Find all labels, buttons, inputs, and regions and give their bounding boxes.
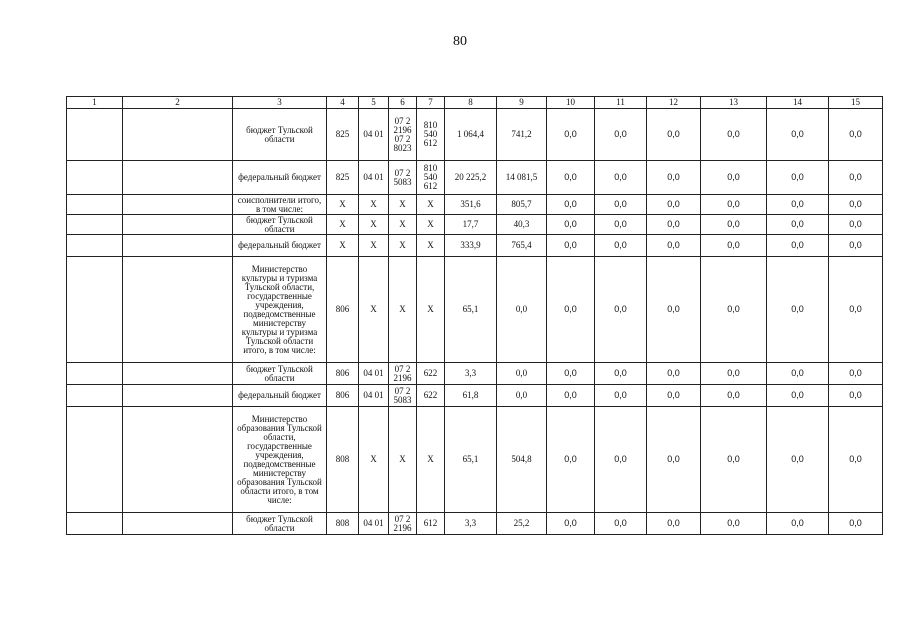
value-col-14: 0,0 (767, 109, 829, 161)
column-header-4: 4 (327, 97, 359, 109)
value-col-14: 0,0 (767, 363, 829, 385)
value-col-12: 0,0 (647, 195, 701, 215)
target-article: 07 2 2196 (389, 513, 417, 535)
value-col-14: 0,0 (767, 195, 829, 215)
value-col-13: 0,0 (701, 407, 767, 513)
expense-type: 612 (417, 513, 445, 535)
value-col-10: 0,0 (547, 235, 595, 257)
section-code: 04 01 (359, 385, 389, 407)
value-col-9: 40,3 (497, 215, 547, 235)
page-number: 80 (453, 34, 467, 49)
value-col-11: 0,0 (595, 385, 647, 407)
value-col-11: 0,0 (595, 215, 647, 235)
value-col-9: 741,2 (497, 109, 547, 161)
measure-cell (123, 257, 233, 363)
value-col-11: 0,0 (595, 363, 647, 385)
ministry-code: X (327, 215, 359, 235)
table-row (67, 235, 883, 257)
value-col-8: 65,1 (445, 257, 497, 363)
section-code: 04 01 (359, 513, 389, 535)
value-col-10: 0,0 (547, 513, 595, 535)
value-col-8: 3,3 (445, 363, 497, 385)
executor-name: соисполнители итого, в том числе: (233, 195, 327, 215)
section-code: 04 01 (359, 363, 389, 385)
ministry-code: 825 (327, 109, 359, 161)
value-col-14: 0,0 (767, 257, 829, 363)
value-col-12: 0,0 (647, 407, 701, 513)
program-cell (67, 513, 123, 535)
value-col-13: 0,0 (701, 195, 767, 215)
expense-type: 810 540 612 (417, 161, 445, 195)
value-col-9: 0,0 (497, 363, 547, 385)
value-col-11: 0,0 (595, 235, 647, 257)
value-col-8: 61,8 (445, 385, 497, 407)
measure-cell (123, 235, 233, 257)
table-row (67, 215, 883, 235)
ministry-code: 806 (327, 257, 359, 363)
executor-name: федеральный бюджет (233, 161, 327, 195)
value-col-9: 0,0 (497, 385, 547, 407)
column-header-2: 2 (123, 97, 233, 109)
value-col-14: 0,0 (767, 385, 829, 407)
program-cell (67, 257, 123, 363)
value-col-15: 0,0 (829, 363, 883, 385)
section-code: X (359, 215, 389, 235)
column-header-5: 5 (359, 97, 389, 109)
ministry-code: X (327, 235, 359, 257)
value-col-14: 0,0 (767, 161, 829, 195)
table-row (67, 257, 883, 363)
target-article: X (389, 195, 417, 215)
expense-type: 810 540 612 (417, 109, 445, 161)
value-col-12: 0,0 (647, 215, 701, 235)
program-cell (67, 195, 123, 215)
target-article: X (389, 235, 417, 257)
value-col-8: 351,6 (445, 195, 497, 215)
section-code: X (359, 235, 389, 257)
expense-type: X (417, 215, 445, 235)
target-article: X (389, 215, 417, 235)
column-header-13: 13 (701, 97, 767, 109)
value-col-10: 0,0 (547, 385, 595, 407)
executor-name: федеральный бюджет (233, 235, 327, 257)
executor-name: Министерство культуры и туризма Тульской области, государственные учреждения, подведомственные министерству культуры и туризма Тульской области итого, в том числе: (233, 257, 327, 363)
value-col-13: 0,0 (701, 235, 767, 257)
table-row (67, 109, 883, 161)
value-col-15: 0,0 (829, 235, 883, 257)
target-article: 07 2 2196 (389, 363, 417, 385)
expense-type: X (417, 407, 445, 513)
table-row (67, 195, 883, 215)
table-row (67, 513, 883, 535)
table-row (67, 407, 883, 513)
section-code: X (359, 407, 389, 513)
executor-name: бюджет Тульской области (233, 215, 327, 235)
value-col-11: 0,0 (595, 195, 647, 215)
value-col-12: 0,0 (647, 385, 701, 407)
value-col-8: 20 225,2 (445, 161, 497, 195)
target-article: 07 2 5083 (389, 161, 417, 195)
value-col-11: 0,0 (595, 407, 647, 513)
value-col-15: 0,0 (829, 513, 883, 535)
budget-table (66, 96, 883, 535)
value-col-15: 0,0 (829, 109, 883, 161)
program-cell (67, 215, 123, 235)
column-header-15: 15 (829, 97, 883, 109)
value-col-10: 0,0 (547, 195, 595, 215)
table-row (67, 385, 883, 407)
column-header-10: 10 (547, 97, 595, 109)
executor-name: бюджет Тульской области (233, 109, 327, 161)
expense-type: X (417, 257, 445, 363)
expense-type: 622 (417, 385, 445, 407)
value-col-9: 14 081,5 (497, 161, 547, 195)
ministry-code: 825 (327, 161, 359, 195)
column-header-3: 3 (233, 97, 327, 109)
expense-type: X (417, 195, 445, 215)
value-col-11: 0,0 (595, 257, 647, 363)
value-col-12: 0,0 (647, 363, 701, 385)
value-col-13: 0,0 (701, 363, 767, 385)
target-article: 07 2 5083 (389, 385, 417, 407)
value-col-12: 0,0 (647, 235, 701, 257)
value-col-11: 0,0 (595, 109, 647, 161)
value-col-8: 65,1 (445, 407, 497, 513)
ministry-code: 808 (327, 407, 359, 513)
value-col-9: 0,0 (497, 257, 547, 363)
program-cell (67, 385, 123, 407)
value-col-10: 0,0 (547, 257, 595, 363)
value-col-14: 0,0 (767, 235, 829, 257)
header-row (67, 97, 883, 109)
executor-name: федеральный бюджет (233, 385, 327, 407)
value-col-13: 0,0 (701, 109, 767, 161)
value-col-13: 0,0 (701, 513, 767, 535)
value-col-9: 504,8 (497, 407, 547, 513)
target-article: X (389, 257, 417, 363)
program-cell (67, 235, 123, 257)
measure-cell (123, 195, 233, 215)
value-col-15: 0,0 (829, 385, 883, 407)
measure-cell (123, 161, 233, 195)
value-col-12: 0,0 (647, 513, 701, 535)
value-col-15: 0,0 (829, 161, 883, 195)
value-col-8: 3,3 (445, 513, 497, 535)
section-code: X (359, 257, 389, 363)
value-col-12: 0,0 (647, 257, 701, 363)
value-col-15: 0,0 (829, 195, 883, 215)
ministry-code: 806 (327, 363, 359, 385)
value-col-13: 0,0 (701, 215, 767, 235)
column-header-1: 1 (67, 97, 123, 109)
expense-type: 622 (417, 363, 445, 385)
value-col-15: 0,0 (829, 407, 883, 513)
value-col-10: 0,0 (547, 363, 595, 385)
program-cell (67, 109, 123, 161)
value-col-13: 0,0 (701, 385, 767, 407)
value-col-10: 0,0 (547, 109, 595, 161)
column-header-7: 7 (417, 97, 445, 109)
value-col-11: 0,0 (595, 513, 647, 535)
value-col-8: 333,9 (445, 235, 497, 257)
measure-cell (123, 109, 233, 161)
section-code: 04 01 (359, 161, 389, 195)
target-article: X (389, 407, 417, 513)
value-col-9: 25,2 (497, 513, 547, 535)
executor-name: Министерство образования Тульской области, государственные учреждения, подведомственные министерству образования Тульской области итого, в том числе: (233, 407, 327, 513)
column-header-8: 8 (445, 97, 497, 109)
value-col-14: 0,0 (767, 407, 829, 513)
program-cell (67, 161, 123, 195)
ministry-code: 806 (327, 385, 359, 407)
executor-name: бюджет Тульской области (233, 363, 327, 385)
ministry-code: X (327, 195, 359, 215)
value-col-15: 0,0 (829, 215, 883, 235)
value-col-8: 1 064,4 (445, 109, 497, 161)
column-header-12: 12 (647, 97, 701, 109)
measure-cell (123, 407, 233, 513)
column-header-6: 6 (389, 97, 417, 109)
measure-cell (123, 215, 233, 235)
value-col-14: 0,0 (767, 513, 829, 535)
value-col-13: 0,0 (701, 161, 767, 195)
value-col-9: 765,4 (497, 235, 547, 257)
column-header-11: 11 (595, 97, 647, 109)
value-col-14: 0,0 (767, 215, 829, 235)
value-col-10: 0,0 (547, 161, 595, 195)
value-col-12: 0,0 (647, 161, 701, 195)
value-col-10: 0,0 (547, 407, 595, 513)
value-col-9: 805,7 (497, 195, 547, 215)
program-cell (67, 363, 123, 385)
column-header-9: 9 (497, 97, 547, 109)
ministry-code: 808 (327, 513, 359, 535)
value-col-11: 0,0 (595, 161, 647, 195)
measure-cell (123, 513, 233, 535)
value-col-13: 0,0 (701, 257, 767, 363)
section-code: 04 01 (359, 109, 389, 161)
expense-type: X (417, 235, 445, 257)
measure-cell (123, 363, 233, 385)
target-article: 07 2 2196 07 2 8023 (389, 109, 417, 161)
value-col-12: 0,0 (647, 109, 701, 161)
table-row (67, 363, 883, 385)
table-row (67, 161, 883, 195)
value-col-8: 17,7 (445, 215, 497, 235)
column-header-14: 14 (767, 97, 829, 109)
value-col-15: 0,0 (829, 257, 883, 363)
value-col-10: 0,0 (547, 215, 595, 235)
executor-name: бюджет Тульской области (233, 513, 327, 535)
program-cell (67, 407, 123, 513)
section-code: X (359, 195, 389, 215)
measure-cell (123, 385, 233, 407)
